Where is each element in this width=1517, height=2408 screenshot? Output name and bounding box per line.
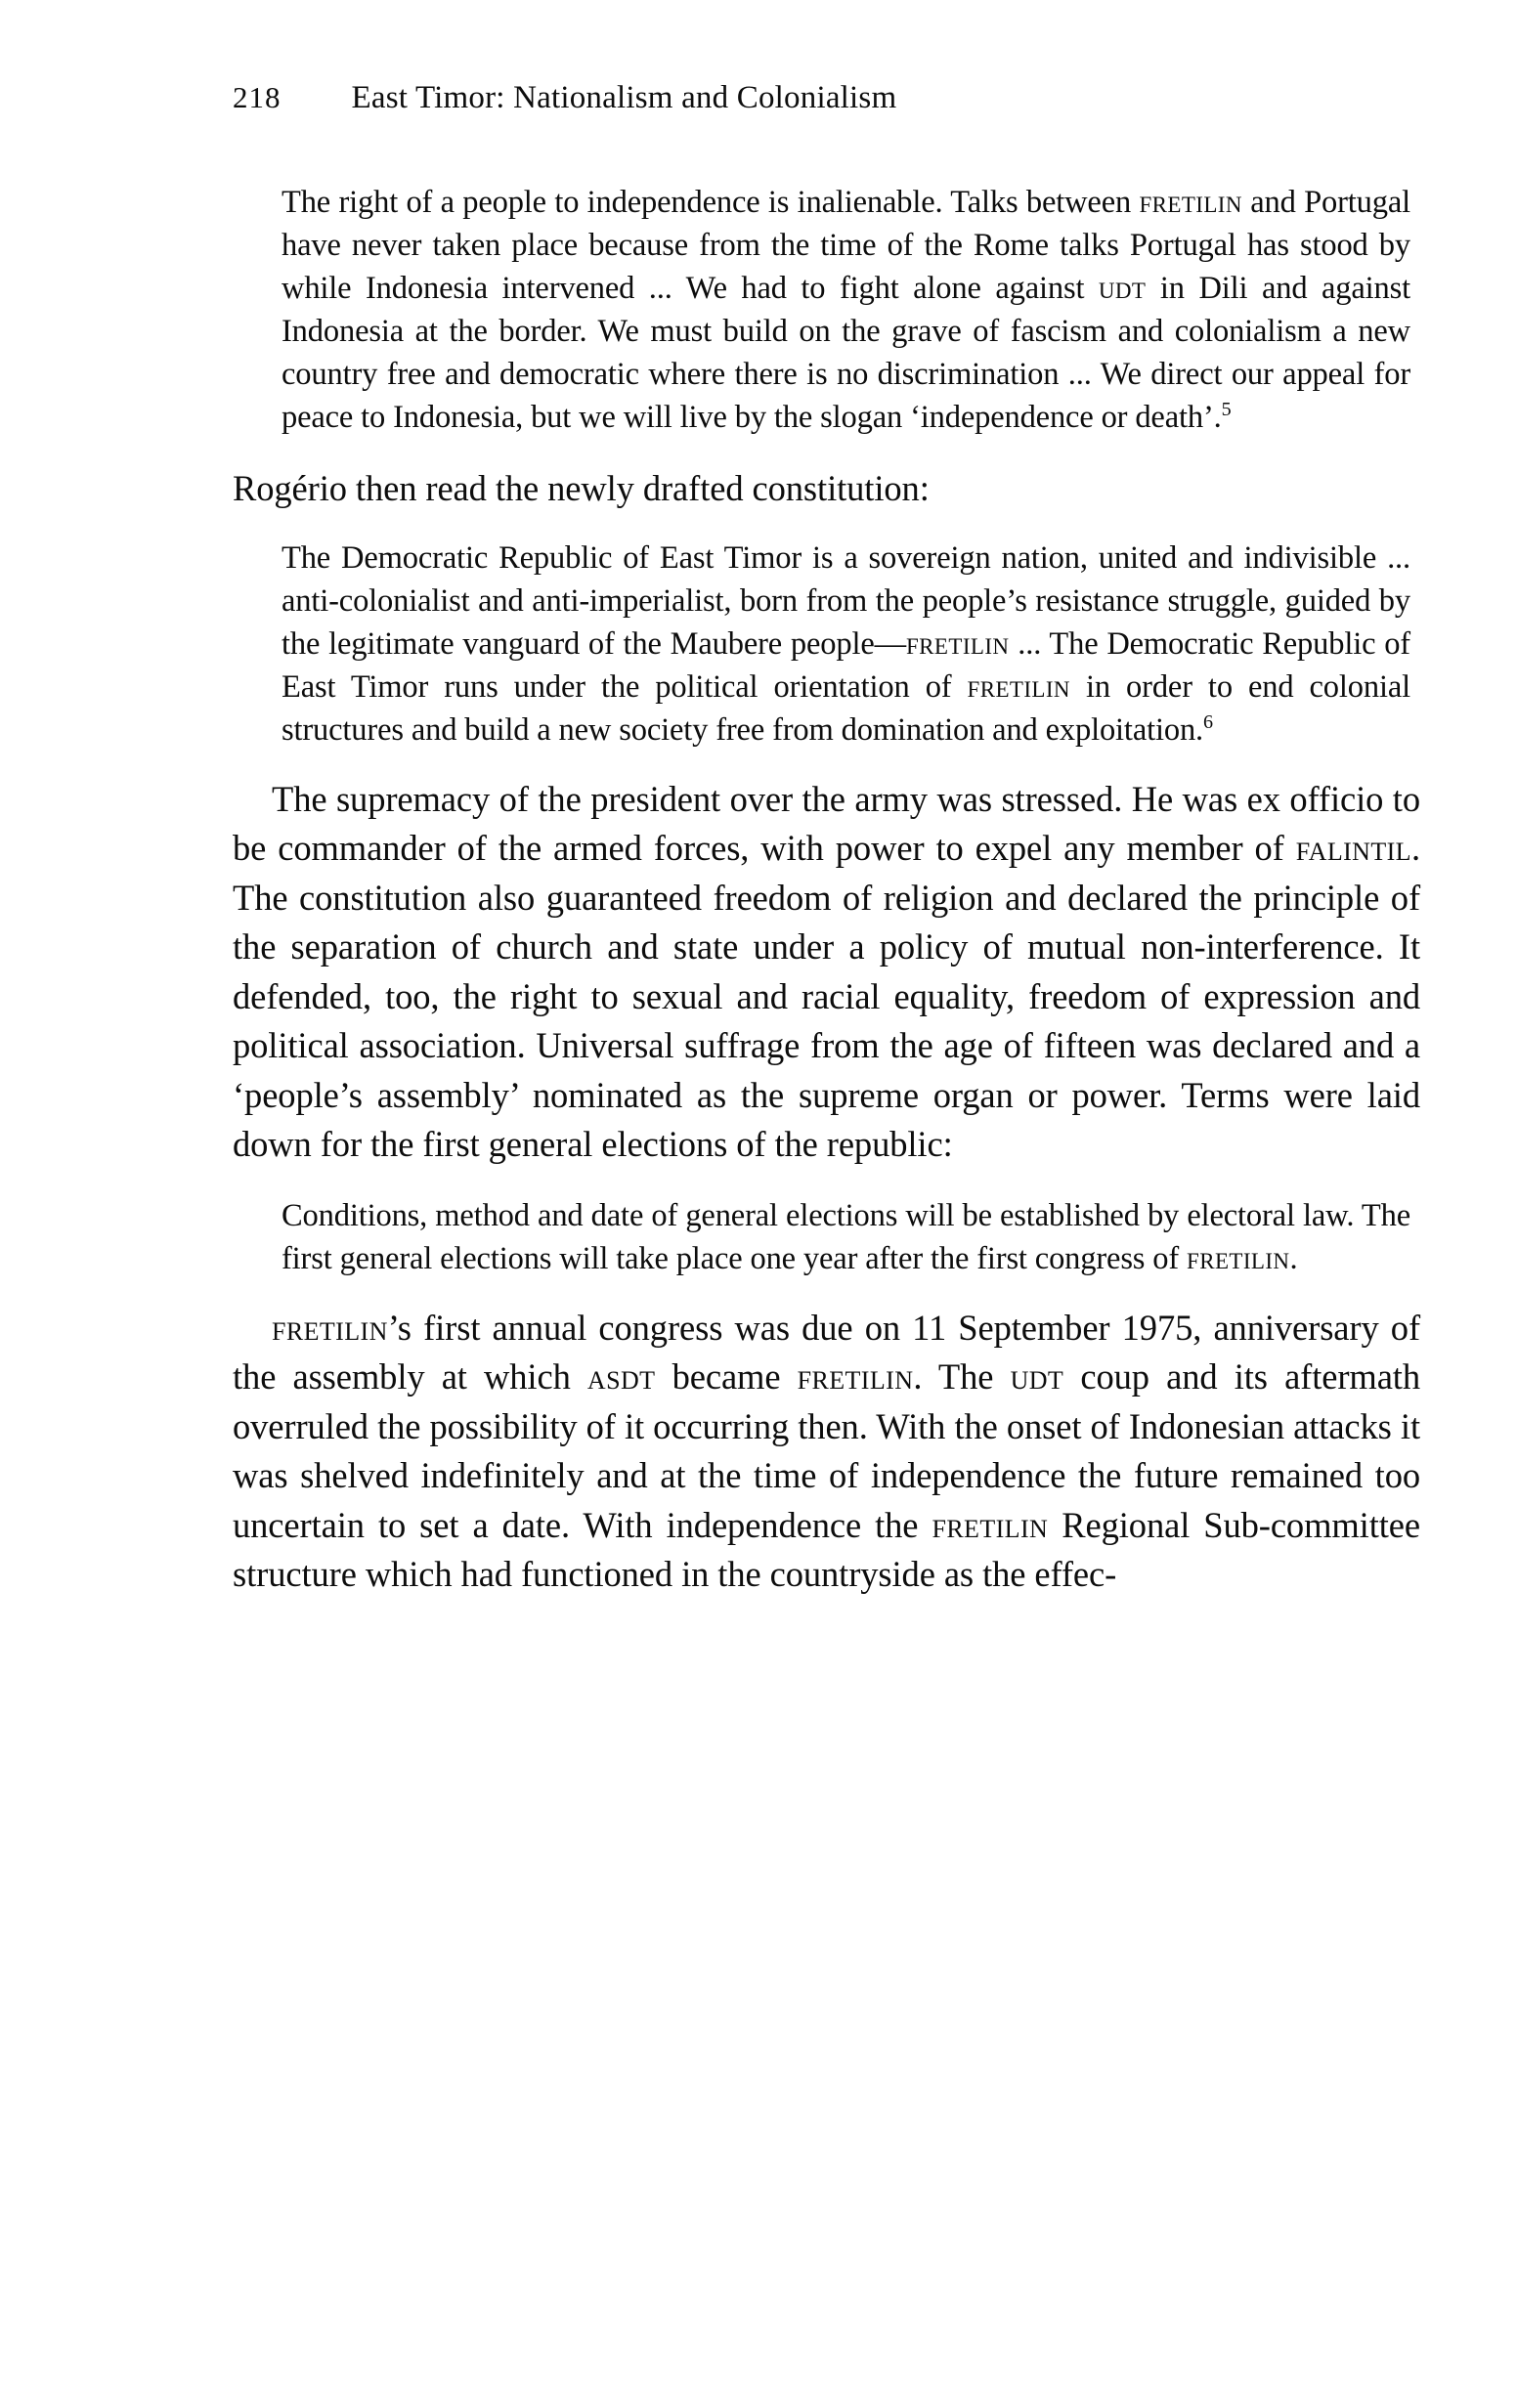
para-3-text-part-3: . The xyxy=(913,1356,1011,1397)
acronym-asdt: asdt xyxy=(586,1356,656,1397)
block-quotation-1 xyxy=(282,181,1410,439)
acronym-fretilin: fretilin xyxy=(1139,185,1242,220)
para-3-text-part-2: became xyxy=(655,1356,798,1397)
quote-2-text-part-1: The Democratic Republic of East Timor is a sovereign nation, united and indivisible ... anti-colonialist and anti-imperialist, born from the people’s resistance struggle, guided by the legitimate vanguard of the Maubere people— xyxy=(282,539,1410,662)
running-head-title: East Timor: Nationalism and Colonialism xyxy=(351,80,897,115)
quote-1-text-part-3: in Dili and against Indonesia at the border. We must build on the grave of fascism and colonialism a new country free and democratic where there is no discrimination ... We direct our appeal for peace to Indonesia, but we will live by the slogan ‘independence or death’. xyxy=(282,271,1410,435)
quote-2-text-part-2: ... The Democratic Republic of East Timor runs under the political orientation of xyxy=(282,625,1410,705)
quote-1-text-part-1: The right of a people to independence is inalienable. Talks between xyxy=(282,185,1140,220)
quote-3-text-part-1: Conditions, method and date of general elections will be established by electoral law. The first general elections will take place one year after the first congress of xyxy=(282,1197,1410,1276)
paragraph-rogerio: Rogério then read the newly drafted constitution: xyxy=(233,468,930,508)
para-3-text-part-1: ’s first annual congress was due on 11 September 1975, anniversary of the assembly at which xyxy=(233,1307,1420,1397)
para-3-text-part-5: Regional Sub-committee structure which had functioned in the countryside as the effec- xyxy=(233,1504,1420,1594)
block-quotation-2 xyxy=(282,537,1410,752)
quote-3-text-part-2: . xyxy=(1289,1240,1298,1276)
spacer xyxy=(233,439,1420,464)
footnote-marker-5: 5 xyxy=(1221,399,1232,421)
para-3-text-part-4: coup and its aftermath overruled the possibility of it occurring then. With the onset of Indonesian attacks it was shelved indefinitely and at the time of independence the future remained too uncertain to set a date. With independence the xyxy=(233,1356,1420,1545)
para-2-text-part-2: . The constitution also guaranteed freedom of religion and declared the principle of the separation of church and state under a policy of mutual non-interference. It defended, too, the right to sexual and racial equality, freedom of expression and political association. Universal suffrage from the age of fifteen was declared and a ‘people’s assembly’ nominated as the supreme organ or power. Terms were laid down for the first general elections of the republic: xyxy=(233,828,1420,1164)
spacer xyxy=(233,1280,1420,1304)
para-2-text-part-1: The supremacy of the president over the army was stressed. He was ex officio to be commander of the armed forces, with power to expel any member of xyxy=(233,778,1420,868)
acronym-fretilin: fretilin xyxy=(797,1356,914,1397)
running-head xyxy=(233,80,1417,116)
acronym-fretilin: fretilin xyxy=(1187,1240,1290,1276)
block-quotation-3 xyxy=(282,1194,1410,1280)
spacer xyxy=(233,515,1420,537)
quote-2-text-part-3: in order to end colonial structures and build a new society free from domination and exploitation. xyxy=(282,668,1410,748)
acronym-falintil: falintil xyxy=(1295,828,1411,868)
acronym-fretilin: fretilin xyxy=(905,625,1010,662)
quote-1-text-part-2: and Portugal have never taken place because from the time of the Rome talks Portugal has stood by while Indonesia intervened ... We had to fight alone against xyxy=(282,185,1410,306)
footnote-marker-6: 6 xyxy=(1203,710,1214,733)
acronym-fretilin: fretilin xyxy=(932,1504,1049,1545)
acronym-fretilin: fretilin xyxy=(967,668,1070,705)
spacer xyxy=(233,1171,1420,1194)
acronym-udt: udt xyxy=(1098,271,1147,306)
paragraph-supremacy xyxy=(233,775,1420,1170)
spacer xyxy=(233,752,1420,775)
acronym-udt: udt xyxy=(1010,1356,1064,1397)
acronym-fretilin: fretilin xyxy=(272,1307,388,1348)
page-number: 218 xyxy=(233,80,282,114)
text-column xyxy=(233,181,1420,1601)
paragraph-congress xyxy=(233,1304,1420,1600)
